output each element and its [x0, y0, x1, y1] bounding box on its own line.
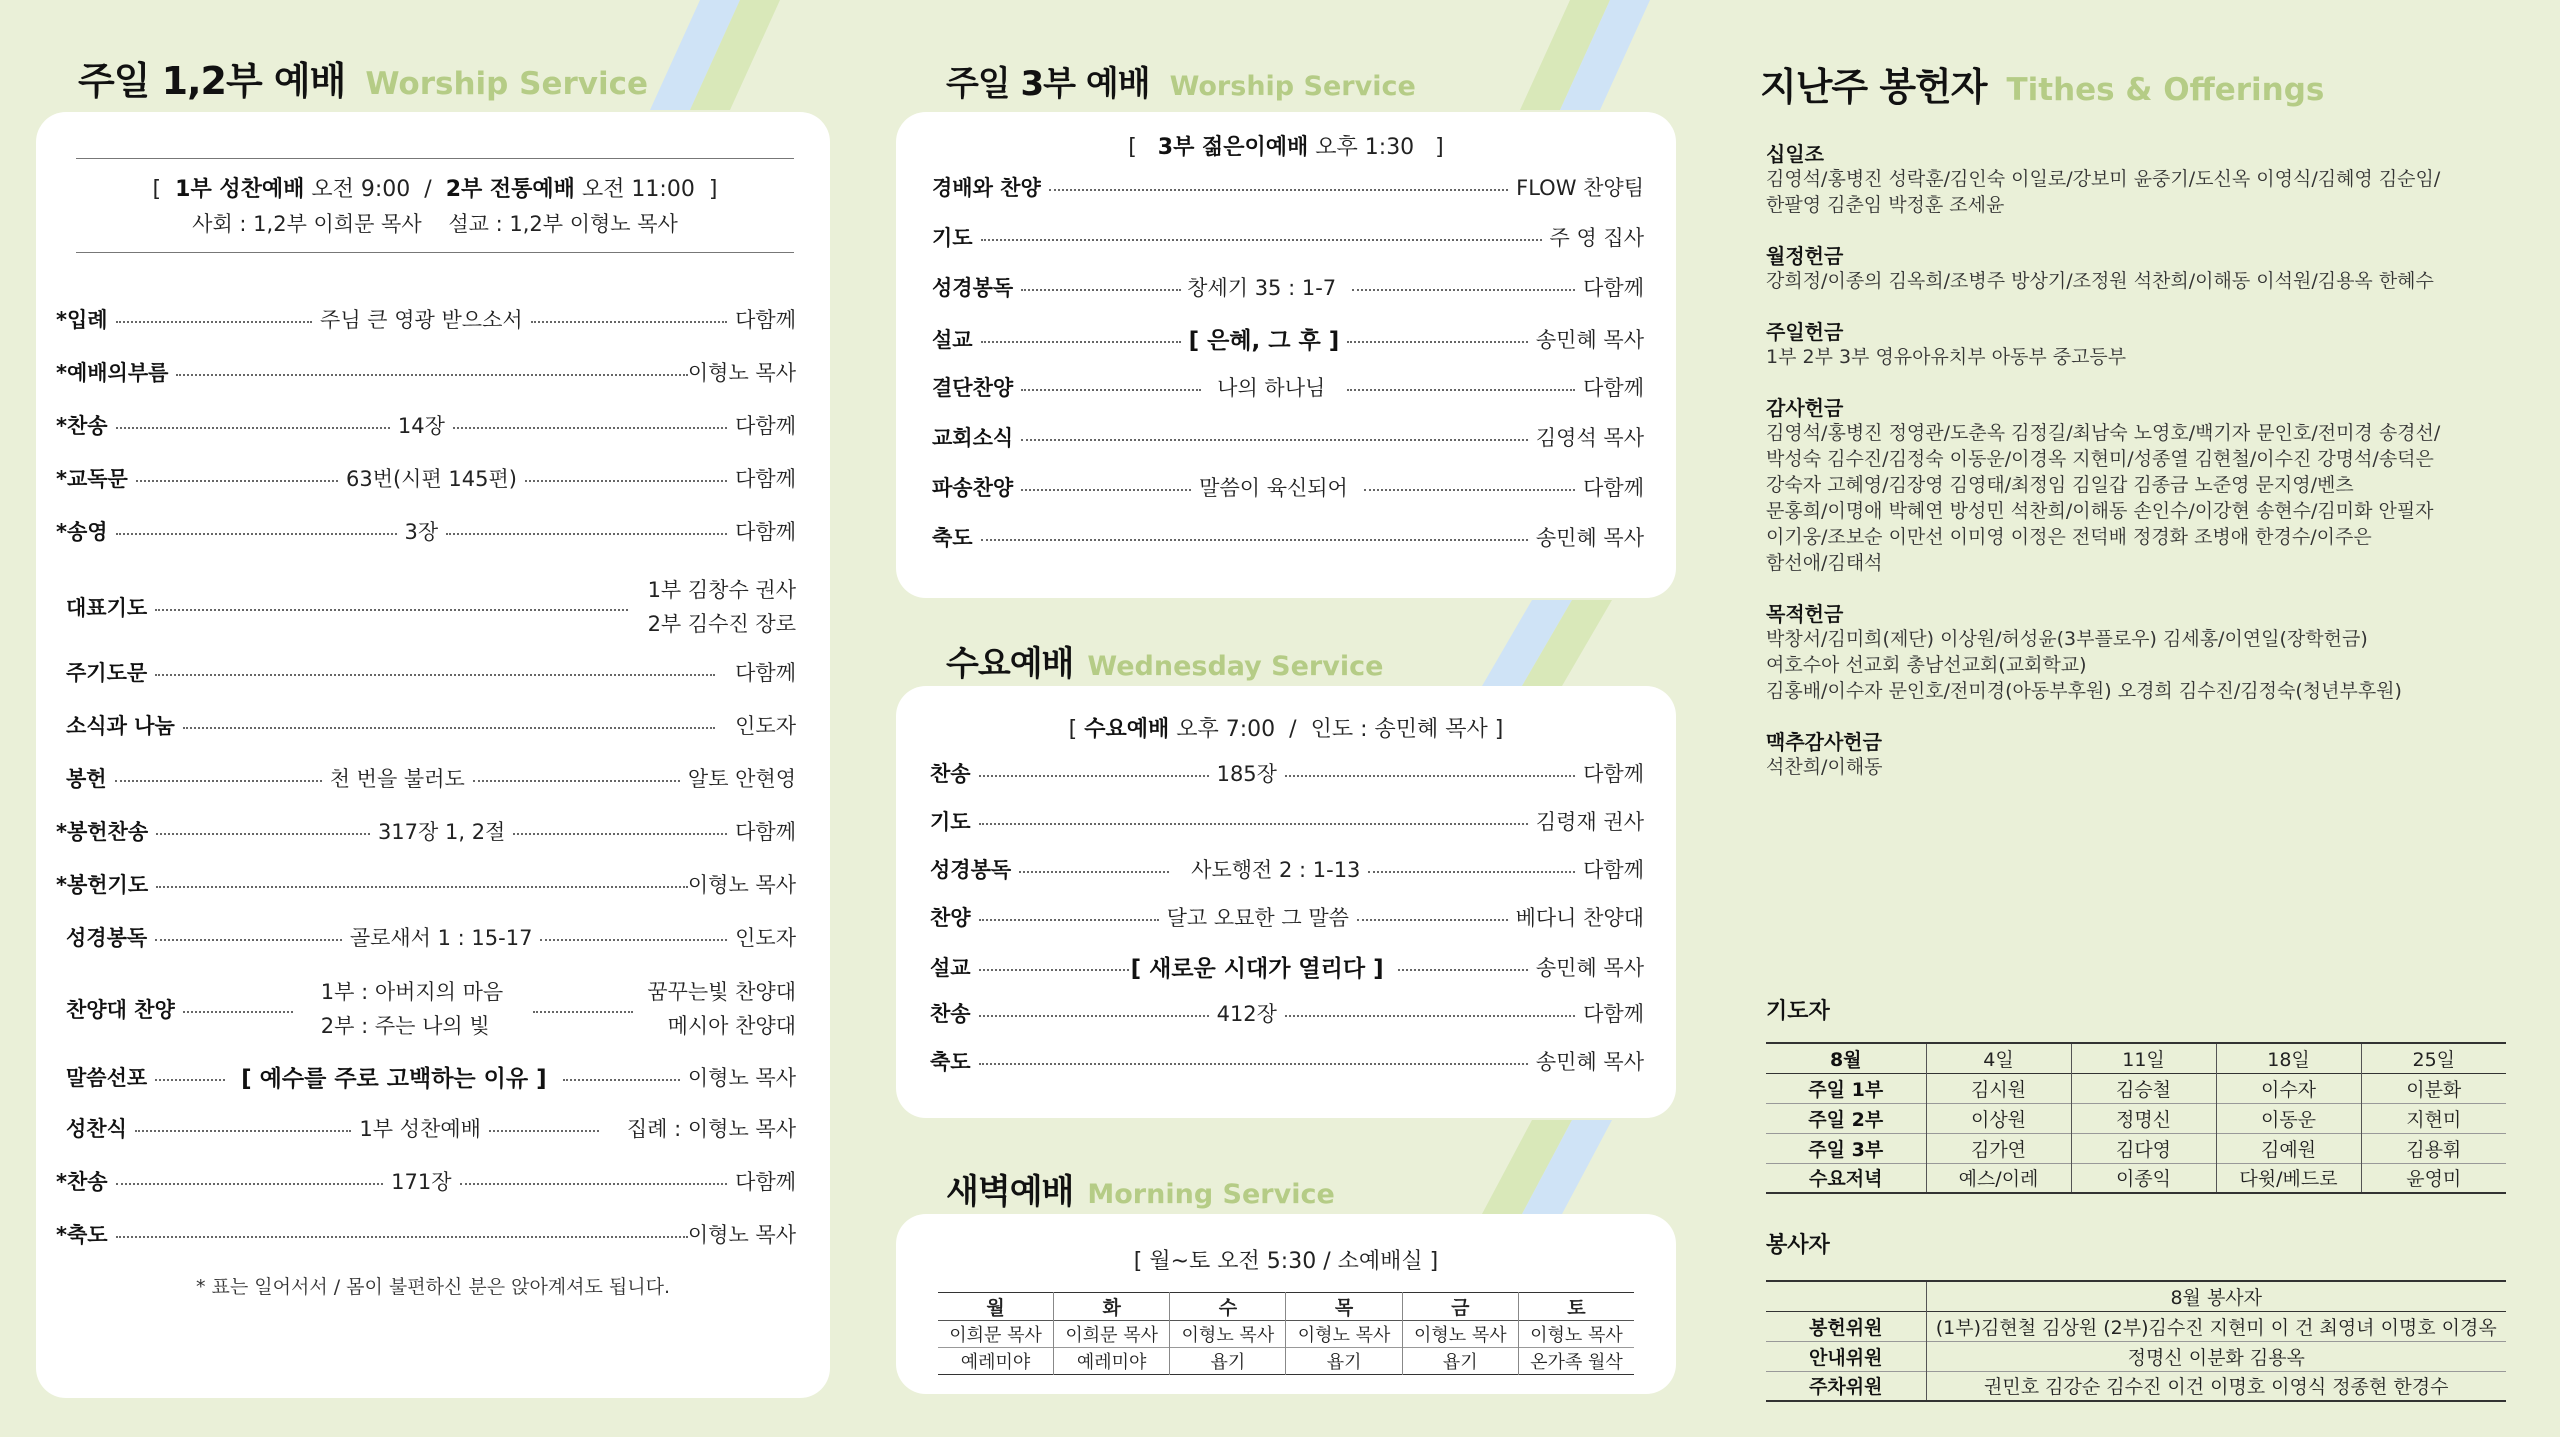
order-row: *예배의부름 이형노 목사 — [56, 361, 796, 385]
sunday12-preacher: 설교 : 1,2부 이형노 목사 — [448, 212, 678, 236]
dawn-leader-cell: 이형노 목사 — [1286, 1321, 1402, 1348]
dawn-title-ko: 새벽예배 — [946, 1172, 1074, 1212]
order-row: *찬송 14장 다함께 — [56, 414, 796, 438]
order-row: *찬송 171장 다함께 — [56, 1170, 797, 1194]
volunteers-role: 안내위원 — [1809, 1346, 1883, 1369]
offering-names-line: 문홍희/이명애 박혜연 방성민 석찬희/이해동 손인수/이강현 송현수/김미화 안필자 — [1766, 500, 2434, 522]
prayers-cell: 김승철 — [2071, 1073, 2216, 1103]
dawn-title-en: Morning Service — [1087, 1179, 1335, 1210]
prayers-cell: 윤영미 — [2361, 1163, 2506, 1193]
order-row: 대표기도 1부 김창수 권사 2부 김수진 장로 — [66, 578, 796, 636]
offering-section-names — [1766, 626, 2546, 704]
order-row: 말씀선포 [ 예수를 주로 고백하는 이유 ] 이형노 목사 — [66, 1060, 796, 1093]
order-row: 설교 [ 새로운 시대가 열리다 ] 송민혜 목사 — [930, 950, 1644, 983]
order-row: 축도 송민혜 목사 — [930, 1050, 1644, 1074]
sunday12-header-rule-top — [76, 158, 794, 159]
offering-names-line: 김홍배/이수자 문인호/전미경(아동부후원) 오경희 김수진/김정숙(청년부후원) — [1766, 680, 2402, 702]
offering-names-line: 여호수아 선교회 총남선교회(교회학교) — [1766, 654, 2087, 676]
sunday12-title — [78, 50, 648, 105]
prayers-cell: 수요저녁 — [1809, 1168, 1883, 1191]
offering-names-line: 이기웅/조보순 이만선 이미영 이정은 전덕배 정경화 조병애 한경수/이주은 — [1766, 526, 2372, 548]
volunteers-role: 봉헌위원 — [1809, 1316, 1883, 1339]
prayers-cell: 주일 1부 — [1808, 1078, 1884, 1101]
offering-names-line: 함선애/김태석 — [1766, 552, 1883, 574]
offering-section-names — [1766, 166, 2546, 218]
sunday3-title-en: Worship Service — [1169, 71, 1416, 102]
offerings-title-en: Tithes & Offerings — [2006, 72, 2325, 108]
prayers-cell: 이종익 — [2071, 1163, 2216, 1193]
dawn-info: [ 월~토 오전 5:30 / 소예배실 ] — [1133, 1249, 1439, 1274]
volunteers-names: 권민호 김강순 김수진 이건 이명호 이영식 정종현 한경수 — [1926, 1371, 2506, 1401]
wednesday-title-en: Wednesday Service — [1087, 651, 1384, 682]
offering-names-line: 석찬희/이해동 — [1766, 756, 1883, 778]
offering-section-title: 감사헌금 — [1766, 396, 1844, 420]
offering-names-line: 한팔영 김춘임 박정훈 조세윤 — [1766, 194, 2005, 216]
sunday12-svc2-time: 오전 11:00 — [581, 177, 695, 202]
dawn-day-cell: 토 — [1518, 1293, 1634, 1321]
offering-section-names — [1766, 344, 2546, 370]
prayers-cell: 이상원 — [1926, 1103, 2071, 1133]
prayers-cell: 다윗/베드로 — [2216, 1163, 2361, 1193]
order-row: 교회소식 김영석 목사 — [932, 426, 1644, 450]
sunday12-presider: 사회 : 1,2부 이희문 목사 — [192, 212, 422, 236]
prayers-cell: 김용휘 — [2361, 1133, 2506, 1163]
volunteers-table — [1766, 1280, 2506, 1402]
order-row: 찬양 달고 오묘한 그 말씀 베다니 찬양대 — [930, 906, 1644, 930]
sunday12-svc1-label: 1부 성찬예배 — [175, 177, 305, 202]
sunday12-title-ko: 주일 1,2부 예배 — [78, 59, 346, 103]
dawn-leader-cell: 이희문 목사 — [949, 1325, 1042, 1346]
offering-section-names — [1766, 268, 2546, 294]
order-row: 경배와 찬양 FLOW 찬양팀 — [932, 176, 1644, 200]
wednesday-title — [946, 636, 1383, 685]
prayers-cell: 지현미 — [2361, 1103, 2506, 1133]
prayers-cell: 김시원 — [1926, 1073, 2071, 1103]
prayers-cell: 주일 3부 — [1808, 1138, 1884, 1161]
volunteers-title: 봉사자 — [1766, 1233, 1830, 1258]
order-row: 결단찬양 나의 하나님 다함께 — [932, 376, 1644, 400]
offerings-title — [1760, 56, 2324, 111]
volunteers-names: (1부)김현철 김상원 (2부)김수진 지현미 이 건 최영녀 이명호 이경옥 — [1926, 1311, 2506, 1341]
offering-section-title: 십일조 — [1766, 142, 1824, 166]
dawn-day-cell: 금 — [1402, 1293, 1518, 1321]
offering-section-names — [1766, 754, 2546, 780]
order-row: 성경봉독 골로새서 1 : 15-17 인도자 — [66, 926, 796, 950]
dawn-book-cell: 욥기 — [1402, 1348, 1518, 1375]
wednesday-title-ko: 수요예배 — [946, 644, 1074, 684]
sermon-title: [ 은혜, 그 후 ] — [1188, 328, 1340, 354]
wednesday-panel — [896, 686, 1676, 1118]
order-row: *송영 3장 다함께 — [56, 520, 797, 544]
order-row: 파송찬양 말씀이 육신되어 다함께 — [932, 476, 1644, 500]
prayers-cell: 김다영 — [2071, 1133, 2216, 1163]
sunday12-service-times: [ 1부 성찬예배 오전 9:00 / 2부 전통예배 오전 11:00 ] — [152, 177, 718, 202]
volunteers-role: 주차위원 — [1809, 1376, 1883, 1399]
dawn-leader-cell: 이형노 목사 — [1402, 1321, 1518, 1348]
dawn-schedule-table — [938, 1292, 1634, 1375]
dawn-title — [946, 1164, 1335, 1213]
offering-names-line: 강숙자 고혜영/김장영 김영태/최정임 김일갑 김종금 노준영 문지영/벤츠 — [1766, 474, 2354, 496]
offering-names-line: 1부 2부 3부 영유아유치부 아동부 중고등부 — [1766, 346, 2127, 368]
prayers-header-cell: 11일 — [2071, 1043, 2216, 1073]
dawn-panel — [896, 1214, 1676, 1394]
prayers-header-cell: 18일 — [2216, 1043, 2361, 1073]
sunday12-header-rule-bottom — [76, 252, 794, 253]
prayers-header-cell: 4일 — [1926, 1043, 2071, 1073]
order-row: *축도 이형노 목사 — [56, 1223, 796, 1247]
order-row: 기도 김령재 권사 — [930, 810, 1644, 834]
prayers-cell: 이분화 — [2361, 1073, 2506, 1103]
prayers-header-cell: 25일 — [2361, 1043, 2506, 1073]
prayers-cell: 김예원 — [2216, 1133, 2361, 1163]
order-row: 봉헌 천 번을 불러도 알토 안현영 — [66, 767, 797, 791]
volunteers-names: 정명신 이분화 김용옥 — [1926, 1341, 2506, 1371]
offering-names-line: 박성숙 김수진/김정숙 이동운/이경옥 지현미/성종열 김현철/이수진 강명석/송덕은 — [1766, 448, 2434, 470]
order-row: 찬송 412장 다함께 — [930, 1002, 1644, 1026]
offering-section-title: 주일헌금 — [1766, 320, 1844, 344]
order-row: 축도 송민혜 목사 — [932, 526, 1644, 550]
prayers-cell: 이동운 — [2216, 1103, 2361, 1133]
prayers-table — [1766, 1042, 2506, 1194]
order-row: 찬양대 찬양 1부 : 아버지의 마음 2부 : 주는 나의 빛 꿈꾸는빛 찬양대 메시아 찬양대 — [66, 980, 796, 1038]
sunday3-title-ko: 주일 3부 예배 — [946, 64, 1150, 104]
sunday12-svc2-label: 2부 전통예배 — [445, 177, 575, 202]
sunday12-title-en: Worship Service — [365, 66, 649, 102]
order-row: 찬송 185장 다함께 — [930, 762, 1644, 786]
wednesday-service-time: [ 수요예배 오후 7:00 / 인도 : 송민혜 목사 ] — [1068, 717, 1504, 742]
dawn-leader-cell: 이희문 목사 — [1054, 1321, 1170, 1348]
dawn-leader-cell: 이형노 목사 — [1170, 1321, 1286, 1348]
order-row: 설교 [ 은혜, 그 후 ] 송민혜 목사 — [932, 322, 1644, 355]
prayers-cell: 정명신 — [2071, 1103, 2216, 1133]
offering-section-title: 목적헌금 — [1766, 602, 1844, 626]
offering-names-line: 강희정/이종의 김옥희/조병주 방상기/조정원 석찬희/이해동 이석원/김용옥 한혜수 — [1766, 270, 2434, 292]
prayers-cell: 이수자 — [2216, 1073, 2361, 1103]
sunday3-panel — [896, 112, 1676, 598]
sunday12-officiants — [76, 208, 794, 238]
offering-names-line: 김영석/홍병진 정영관/도춘옥 김정길/최남숙 노영호/백기자 문인호/전미경 송경선/ — [1766, 422, 2441, 444]
dawn-day-cell: 목 — [1286, 1293, 1402, 1321]
order-row: *교독문 63번(시편 145편) 다함께 — [56, 467, 796, 491]
dawn-book-cell: 예레미야 — [960, 1352, 1031, 1373]
offering-names-line: 김영석/홍병진 성락훈/김인숙 이일로/강보미 윤중기/도신옥 이영식/김혜영 김순임/ — [1766, 168, 2441, 190]
offerings-title-ko: 지난주 봉헌자 — [1760, 65, 1987, 109]
sermon-title: [ 새로운 시대가 열리다 ] — [1130, 956, 1384, 982]
dawn-leader-cell: 이형노 목사 — [1518, 1321, 1634, 1348]
volunteers-header: 8월 봉사자 — [1926, 1281, 2506, 1311]
order-row: 소식과 나눔 인도자 — [66, 714, 796, 738]
dawn-book-cell: 예레미야 — [1054, 1348, 1170, 1375]
dawn-day-cell: 수 — [1170, 1293, 1286, 1321]
sunday12-panel — [36, 112, 830, 1398]
order-row: 성경봉독 창세기 35 : 1-7 다함께 — [932, 276, 1644, 300]
order-row: 성경봉독 사도행전 2 : 1-13 다함께 — [930, 858, 1644, 882]
order-row: 기도 주 영 집사 — [932, 226, 1644, 250]
sunday12-svc1-time: 오전 9:00 — [311, 177, 411, 202]
sunday3-title — [946, 56, 1416, 105]
dawn-book-cell: 욥기 — [1286, 1348, 1402, 1375]
offering-section-title: 월정헌금 — [1766, 244, 1844, 268]
prayers-cell: 주일 2부 — [1808, 1108, 1884, 1131]
prayers-title: 기도자 — [1766, 999, 1830, 1024]
order-row: *입례 주님 큰 영광 받으소서 다함께 — [56, 308, 796, 332]
dawn-book-cell: 욥기 — [1170, 1348, 1286, 1375]
dawn-book-cell: 온가족 월삭 — [1518, 1348, 1634, 1375]
prayers-cell: 예스/이레 — [1926, 1163, 2071, 1193]
dawn-day-cell: 월 — [986, 1297, 1005, 1319]
prayers-cell: 김가연 — [1926, 1133, 2071, 1163]
sermon-title: [ 예수를 주로 고백하는 이유 ] — [241, 1066, 547, 1092]
order-row: *봉헌기도 이형노 목사 — [56, 873, 796, 897]
dawn-day-cell: 화 — [1054, 1293, 1170, 1321]
order-row: 주기도문 다함께 — [66, 661, 796, 685]
offering-section-names — [1766, 420, 2546, 576]
sunday3-service-time: [ 3부 젊은이예배 오후 1:30 ] — [1128, 135, 1444, 160]
sunday12-footnote: * 표는 일어서서 / 몸이 불편하신 분은 앉아계셔도 됩니다. — [195, 1276, 671, 1298]
offering-names-line: 박창서/김미희(제단) 이상원/허성윤(3부플로우) 김세홍/이연일(장학헌금) — [1766, 628, 2368, 650]
order-row: *봉헌찬송 317장 1, 2절 다함께 — [56, 820, 796, 844]
order-row: 성찬식 1부 성찬예배 집례 : 이형노 목사 — [66, 1117, 796, 1141]
prayers-header-cell: 8월 — [1829, 1048, 1862, 1071]
offering-section-title: 맥추감사헌금 — [1766, 730, 1882, 754]
